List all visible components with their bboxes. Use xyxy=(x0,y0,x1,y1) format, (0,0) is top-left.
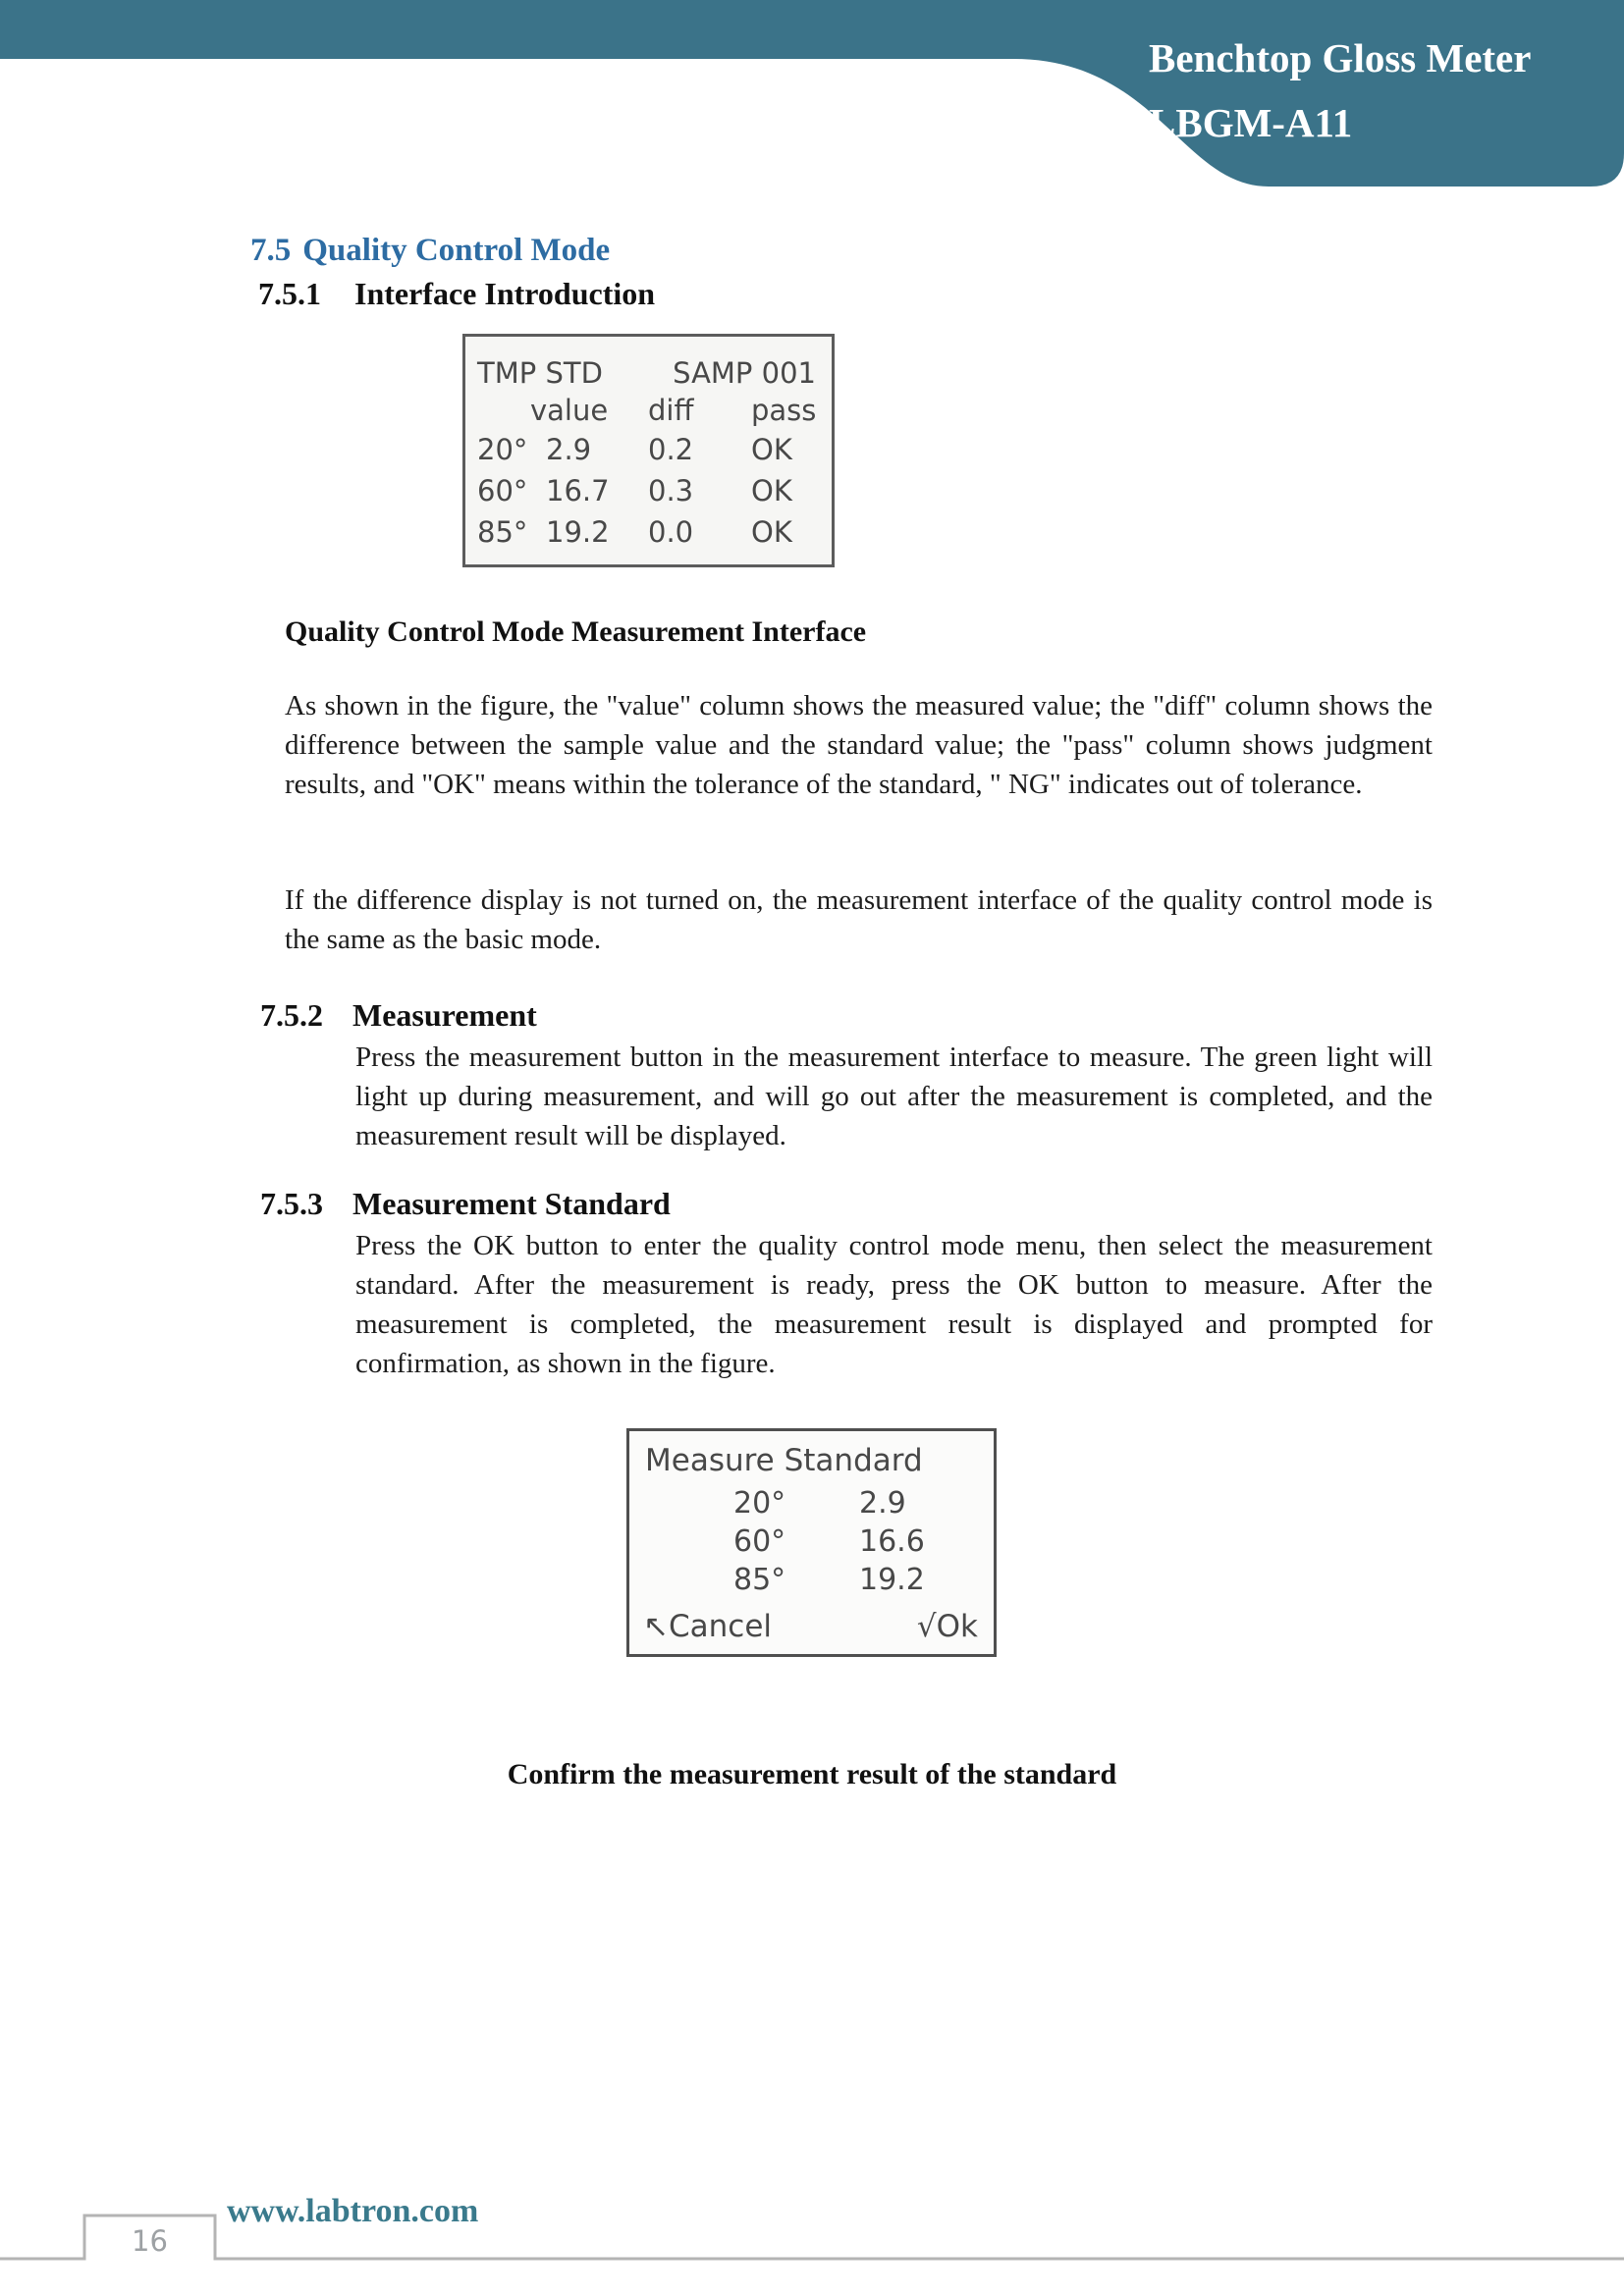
value-cell: 2.9 xyxy=(859,1486,906,1521)
screen-data-row xyxy=(645,1486,978,1524)
value-cell: 19.2 xyxy=(859,1563,925,1597)
paragraph-752-body: Press the measurement button in the measurement interface to measure. The green light will light up during measurement, and will go out after the measurement is completed, and the measurement result will be displayed. xyxy=(355,1041,1433,1151)
column-header-diff: diff xyxy=(648,394,694,427)
screen-sample-label: SAMP 001 xyxy=(673,356,816,390)
screen-data-row xyxy=(645,1524,978,1563)
section-title: Measurement Standard xyxy=(352,1186,671,1221)
screen-column-headers xyxy=(477,394,820,433)
section-title: Measurement xyxy=(352,997,537,1033)
section-heading-7-5-2 xyxy=(260,997,537,1034)
screen-data-row xyxy=(477,515,820,557)
section-title: Quality Control Mode xyxy=(302,233,611,268)
figure1-caption: Quality Control Mode Measurement Interface xyxy=(285,615,867,648)
screen-data-row xyxy=(645,1563,978,1601)
value-cell: 2.9 xyxy=(546,433,592,466)
angle-cell: 85° xyxy=(477,515,528,549)
section-title: Interface Introduction xyxy=(354,276,656,311)
diff-cell: 0.0 xyxy=(648,515,694,549)
section-number: 7.5.2 xyxy=(260,997,323,1033)
cancel-softkey xyxy=(643,1609,772,1644)
section-number: 7.5.1 xyxy=(258,276,321,311)
angle-cell: 60° xyxy=(733,1524,786,1559)
paragraph-753-body: Press the OK button to enter the quality control mode menu, then select the measurement standard. After the measurement is ready, press the OK button to measure. After the measurement is completed, the measurement result is displayed and prompted for confirmation, as shown in the figure. xyxy=(355,1230,1433,1379)
measure-standard-screen-figure xyxy=(626,1428,997,1657)
section-heading-7-5-1 xyxy=(258,276,655,312)
value-cell: 19.2 xyxy=(546,515,610,549)
ok-label: Ok xyxy=(936,1609,978,1644)
diff-cell: 0.3 xyxy=(648,474,694,507)
angle-cell: 20° xyxy=(733,1486,786,1521)
section-number: 7.5 xyxy=(250,233,292,268)
check-icon: √ xyxy=(916,1609,937,1644)
ok-softkey xyxy=(917,1609,978,1644)
return-arrow-icon: ↖ xyxy=(643,1609,669,1644)
qc-mode-screen-figure xyxy=(462,334,835,567)
product-model: LBGM-A11 xyxy=(1149,100,1353,145)
value-cell: 16.6 xyxy=(859,1524,925,1559)
screen-softkey-row xyxy=(643,1609,978,1644)
column-header-value: value xyxy=(530,394,609,427)
product-name: Benchtop Gloss Meter xyxy=(1149,35,1532,80)
figure2-caption: Confirm the measurement result of the standard xyxy=(507,1758,1117,1790)
pass-cell: OK xyxy=(751,474,792,507)
angle-cell: 85° xyxy=(733,1563,786,1597)
document-header-title xyxy=(1149,26,1531,155)
pass-cell: OK xyxy=(751,515,792,549)
cancel-label: Cancel xyxy=(668,1609,773,1644)
screen-data-row xyxy=(477,474,820,515)
column-header-pass: pass xyxy=(751,394,817,427)
section-heading-7-5-3 xyxy=(260,1186,671,1222)
value-cell: 16.7 xyxy=(546,474,610,507)
pass-cell: OK xyxy=(751,433,792,466)
screen-data-row xyxy=(477,433,820,474)
diff-cell: 0.2 xyxy=(648,433,694,466)
website-link[interactable]: www.labtron.com xyxy=(227,2193,479,2229)
section-heading-7-5 xyxy=(250,233,610,269)
angle-cell: 60° xyxy=(477,474,528,507)
section-number: 7.5.3 xyxy=(260,1186,323,1221)
screen-mode-label: TMP STD xyxy=(477,356,603,390)
paragraph-751-columns-description: As shown in the figure, the "value" column shows the measured value; the "diff" column shows the difference between the sample value and the standard value; the "pass" column shows judgment results, and "OK" means within the tolerance of the standard, " NG" indicates out of tolerance. xyxy=(285,690,1433,800)
screen-status-row xyxy=(477,356,820,394)
angle-cell: 20° xyxy=(477,433,528,466)
page-number: 16 xyxy=(132,2224,168,2258)
paragraph-751-difference-note: If the difference display is not turned on, the measurement interface of the quality control mode is the same as the basic mode. xyxy=(285,884,1433,955)
screen-title: Measure Standard xyxy=(645,1443,923,1478)
